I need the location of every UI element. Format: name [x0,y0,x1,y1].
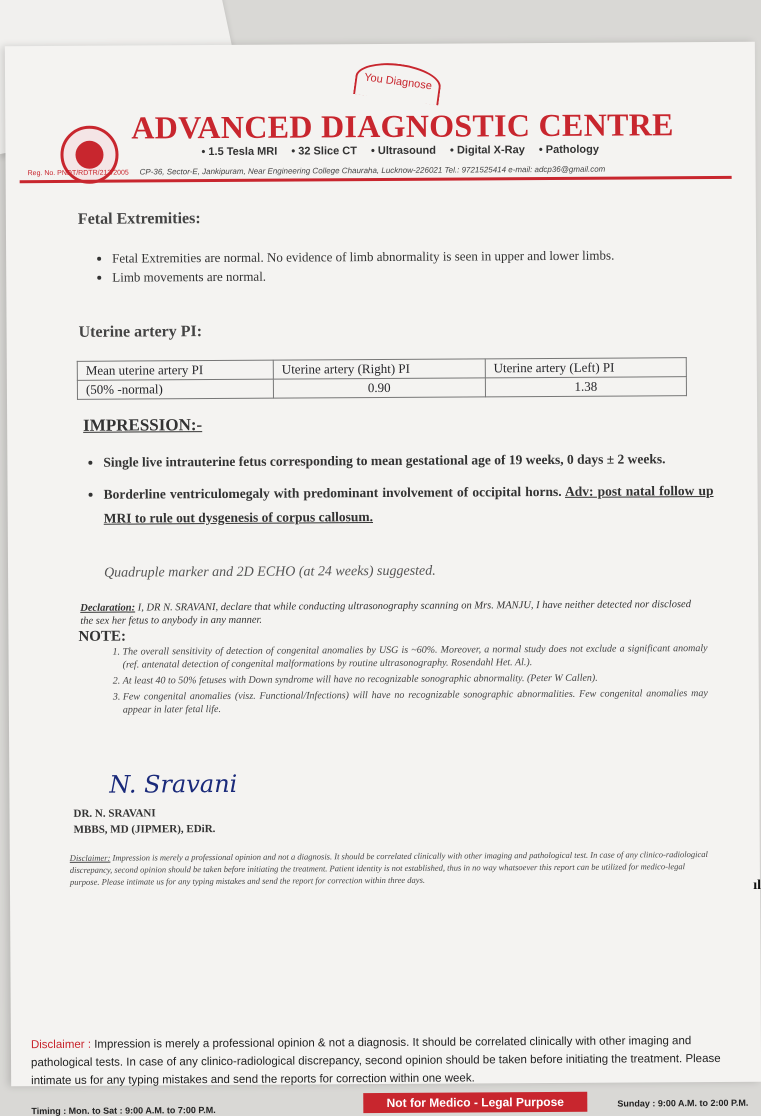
table-cell: 0.90 [273,378,485,398]
note-heading: NOTE: [78,628,127,645]
notes-list [96,642,707,720]
declaration-label: Declaration: [80,602,136,614]
table-header-cell: Uterine artery (Right) PI [273,359,485,379]
note-item: 2. At least 40 to 50% fetuses with Down syndrome will have no recognizable sonographic abnormality. (Peter W Callen). [123,671,708,688]
service-item: • 1.5 Tesla MRI [201,145,278,159]
note-item: 3. Few congenital anomalies (visz. Functional/Infections) will have no recognizable sonographic abnormalities. Few congenital anomalies may appear in later fetal life. [123,687,708,717]
uterine-artery-table [77,357,687,400]
list-item: • Fetal Extremities are normal. No evidence of limb abnormality is seen in upper and lower limbs. [112,247,712,267]
impression-item [103,479,713,531]
disclaimer-text: Impression is merely a professional opinion and not a diagnosis. It should be correlated clinically with other imaging and pathological test. In case of any clinico-radiological discrepancy, second opinion should be taken before initiating the treatment. Patient identity is not established, thus in no way whatsoever this report can be utilized for medico-legal purpose. Please intimate us for any typing mistakes and send the report for correction within three days. [69,849,708,887]
centre-address: CP-36, Sector-E, Jankipuram, Near Engineering College Chauraha, Lucknow-226021 Tel.: 9721525414 e-mail: adcp36@gmail.com [139,164,606,177]
doctor-qualification: MBBS, MD (JIPMER), EDiR. [73,823,216,836]
sunday-timing: Sunday : 9:00 A.M. to 2:00 P.M. [617,1097,749,1109]
table-header-cell: Uterine artery (Left) PI [485,358,686,378]
registration-number: Reg. No. PNDT/RDTR/212/2005 [27,169,129,178]
table-cell: 1.38 [485,377,686,397]
declaration [80,598,692,628]
suggestion-text: Quadruple marker and 2D ECHO (at 24 weeks) suggested. [104,563,436,581]
seal-stamp: You Diagnose [353,58,443,105]
uterine-artery-heading: Uterine artery PI: [78,323,203,341]
doctor-name: DR. N. SRAVANI [73,807,156,820]
table-header-cell: Mean uterine artery PI [77,360,273,380]
header-divider [20,176,732,183]
impression-finding: Borderline ventriculomegaly with predominant involvement of occipital horns. [103,483,562,502]
fetal-extremities-heading: Fetal Extremities: [77,210,201,228]
centre-title: ADVANCED DIAGNOSTIC CENTRE [131,106,674,146]
list-item: • Limb movements are normal. [112,266,712,286]
footer-disclaimer [31,1032,741,1090]
service-item: • Pathology [538,143,599,157]
doctor-signature: N. Sravani [109,769,238,799]
table-row [77,377,686,400]
declaration-text: I, DR N. SRAVANI, declare that while conducting ultrasonography scanning on Mrs. MANJU, I have neither detected nor disclosed the sex her fetus to anybody in any manner. [80,599,691,627]
service-item: • 32 Slice CT [291,145,357,158]
footer-disclaimer-text: Impression is merely a professional opinion & not a diagnosis. It should be correlated clinically with other imaging and pathological tests. In case of any clinico-radiological discrepancy, second opinion should be taken before initiating the treatment. Please intimate us for any typing mistakes and send the reports for correction within one week. [31,1035,721,1088]
report-disclaimer [70,848,710,888]
impression-heading: IMPRESSION:- [83,415,203,435]
impression-item: • Single live intrauterine fetus corresponding to mean gestational age of 19 weeks, 0 days ± 2 weeks. [103,447,713,475]
service-item: • Ultrasound [370,144,437,158]
services-list [201,144,610,158]
weekday-timing: Timing : Mon. to Sat : 9:00 A.M. to 7:00 P.M. [31,1105,216,1116]
fetal-extremities-list [90,247,712,289]
impression-advice: Adv: post natal follow up MRI to rule out dysgenesis of corpus callosum. [103,482,714,526]
impression-list [83,447,714,539]
not-medico-legal-badge: Not for Medico - Legal Purpose [363,1092,587,1113]
background-page-edge: ıl [753,878,761,893]
doctor-details [73,805,215,838]
service-item: • Digital X-Ray [450,144,525,157]
table-cell: (50% -normal) [77,379,273,399]
disclaimer-label: Disclaimer: [69,852,111,863]
report-page [5,42,761,1116]
note-item: 1. The overall sensitivity of detection of congenital anomalies by USG is ~60%. Moreover, a normal study does not exclude a significant anomaly (ref. antenatal detection of congenital malformations by routine ultrasonography. Rosendahl Het. Al.). [122,642,707,672]
footer-disclaimer-label: Disclaimer : [30,1038,92,1052]
